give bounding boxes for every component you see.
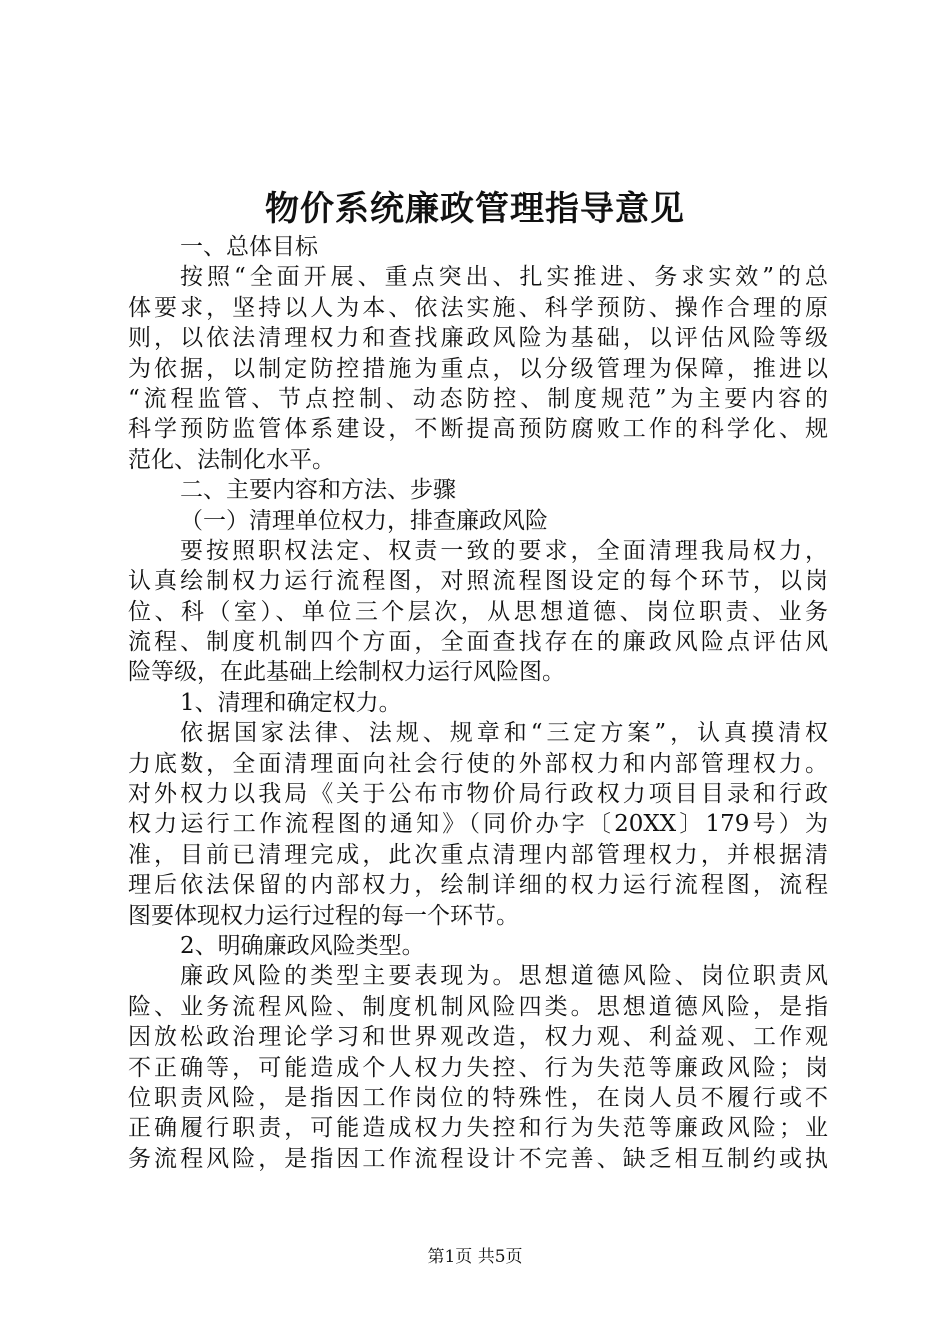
text-line: 理后依法保留的内部权力，绘制详细的权力运行流程图，流程 <box>128 872 828 899</box>
text-line: 依据国家法律、法规、规章和“三定方案”，认真摸清权 <box>180 720 828 747</box>
document-body <box>128 232 828 1174</box>
text-line: 为依据，以制定防控措施为重点，以分级管理为保障，推进以 <box>128 355 828 382</box>
text-line: 务流程风险，是指因工作流程设计不完善、缺乏相互制约或执 <box>128 1145 828 1172</box>
text-line: 2、明确廉政风险类型。 <box>180 932 425 959</box>
text-line: 认真绘制权力运行流程图，对照流程图设定的每个环节，以岗 <box>128 568 828 595</box>
text-line: 科学预防监管体系建设，不断提高预防腐败工作的科学化、规 <box>128 416 828 443</box>
text-line: 则，以依法清理权力和查找廉政风险为基础，以评估风险等级 <box>128 325 828 352</box>
text-line: 险等级，在此基础上绘制权力运行风险图。 <box>128 659 565 686</box>
text-line: 位职责风险，是指因工作岗位的特殊性，在岗人员不履行或不 <box>128 1084 828 1111</box>
text-line: （一）清理单位权力，排查廉政风险 <box>180 507 548 534</box>
text-line: 流程、制度机制四个方面，全面查找存在的廉政风险点评估风 <box>128 629 828 656</box>
text-line: 一、总体目标 <box>180 234 318 260</box>
text-line: 因放松政治理论学习和世界观改造，权力观、利益观、工作观 <box>128 1024 828 1051</box>
text-line: 图要体现权力运行过程的每一个环节。 <box>128 902 519 929</box>
text-line: 正确履行职责，可能造成权力失控和行为失范等廉政风险；业 <box>128 1115 828 1142</box>
text-line: 要按照职权法定、权责一致的要求，全面清理我局权力， <box>180 537 828 564</box>
text-line: 力底数，全面清理面向社会行使的外部权力和内部管理权力。 <box>128 750 828 777</box>
text-line: 位、科（室）、单位三个层次，从思想道德、岗位职责、业务 <box>128 598 828 625</box>
text-line: 按照“全面开展、重点突出、扎实推进、务求实效”的总 <box>180 264 828 291</box>
text-line: 范化、法制化水平。 <box>128 446 335 473</box>
text-line: “流程监管、节点控制、动态防控、制度规范”为主要内容的 <box>128 385 828 412</box>
text-line: 准，目前已清理完成，此次重点清理内部管理权力，并根据清 <box>128 841 828 868</box>
text-line: 不正确等，可能造成个人权力失控、行为失范等廉政风险；岗 <box>128 1054 828 1081</box>
text-line: 险、业务流程风险、制度机制风险四类。思想道德风险，是指 <box>128 993 828 1020</box>
document-title: 物价系统廉政管理指导意见 <box>265 189 685 229</box>
text-line: 权力运行工作流程图的通知》（同价办字〔20XX〕179号）为 <box>128 811 828 838</box>
text-line: 对外权力以我局《关于公布市物价局行政权力项目目录和行政 <box>128 781 828 808</box>
text-line: 1、清理和确定权力。 <box>180 689 402 716</box>
text-line: 体要求，坚持以人为本、依法实施、科学预防、操作合理的原 <box>128 294 828 321</box>
text-line: 二、主要内容和方法、步骤 <box>180 477 456 504</box>
page-footer: 第1页 共5页 <box>427 1247 523 1267</box>
text-line: 廉政风险的类型主要表现为。思想道德风险、岗位职责风 <box>180 963 828 990</box>
